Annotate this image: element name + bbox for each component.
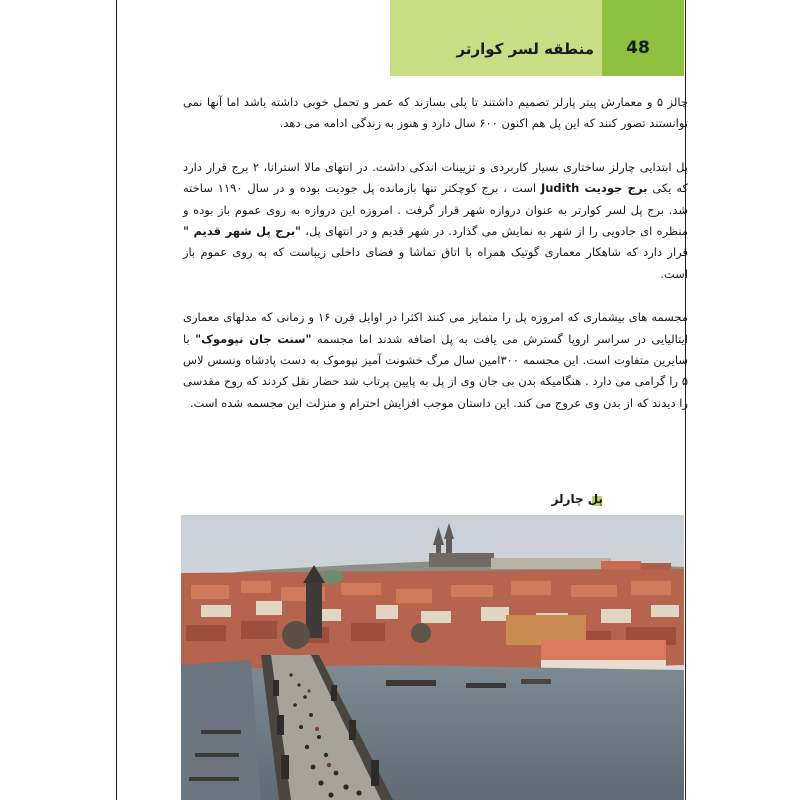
- text-span: قرار دارد که شاهکار معماری گوتیک همراه با اتاق تماشا و فضای داخلی زیباست که به روی عموم باز است.: [183, 245, 688, 281]
- photo-caption: پل چارلز: [551, 492, 603, 506]
- text-span: است ، برج کوچکتر تنها بازمانده پل جودیت بوده و در سال ۱۱۹۰ ساخته شد. برج پل لسر کوارتر به عنوان دروازه شهر قرار گرفت . امروزه این دروازه به روی عموم باز بوده و منظره ای جادویی را از شهر به نمایش می گذارد. در شهر قدیم و در انتهای پل،: [183, 181, 688, 239]
- body-text: [183, 92, 688, 436]
- bold-text-span: "سنت جان نپوموک": [195, 331, 312, 346]
- charles-bridge-photo: [181, 515, 684, 800]
- paragraph: [183, 157, 688, 285]
- text-span: مجسمه های بیشماری که امروزه پل را متمایز می کنند اکثرا در اوایل قرن ۱۶ و زمانی که مدلهای معماری ایتالیایی در سراسر اروپا گسترش می یافت به پل اضافه شدند اما مجسمه: [183, 310, 688, 346]
- bold-text-span: "برج پل شهر قدیم ": [183, 224, 302, 239]
- text-span: با سایرین متفاوت است. این مجسمه ۳۰۰امین سال مرگ خشونت آمیز نپوموک به دست پادشاه ونسس لاس ۵ را گرامی می دارد . هنگامیکه بدن بی جان وی از پل به پایین پرتاب شد حضار نقل کردند که روح مقدسی را دیدند که از بدن وی عروج می کند. این داستان موجب افزایش احترام و منزلت این مجسمه شده است.: [183, 331, 688, 410]
- paragraph: [183, 92, 688, 135]
- bold-text-span: برج جودیت Judith: [540, 181, 648, 196]
- text-span: چالز ۵ و معمارش پیتر پارلر تصمیم داشتند تا پلی بسازند که عمر و تحمل خوبی داشته باشد اما آنها نمی توانستند تصور کنند که این پل هم اکنون ۶۰۰ سال دارد و هنوز به زندگی ادامه می دهد.: [183, 95, 688, 131]
- page-number: 48: [626, 38, 650, 58]
- paragraph: [183, 307, 688, 414]
- chapter-title: منطقه لسر کوارتر: [456, 40, 594, 58]
- text-span: پل ابتدایی چارلز ساختاری بسیار کاربردی و تزیینات اندکی داشت. در انتهای مالا استرانا، ۲ برج قرار دارد که یکی: [183, 159, 688, 196]
